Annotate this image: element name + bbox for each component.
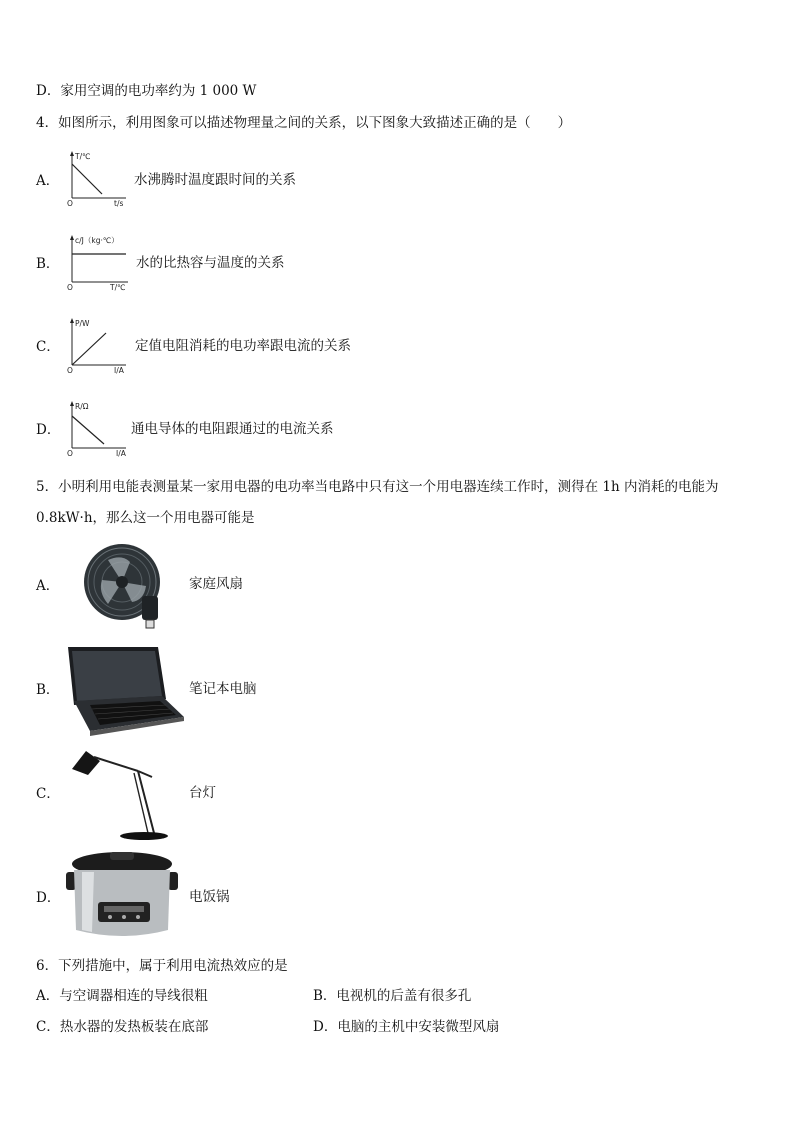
graph-d-origin: O [67, 449, 73, 458]
graph-a-xlabel: t/s [114, 199, 124, 208]
q4-option-d-caption: 通电导体的电阻跟通过的电流关系 [131, 421, 334, 437]
q5-stem-line1: 5．小明利用电能表测量某一家用电器的电功率当电路中只有这一个用电器连续工作时，测得在 1h 内消耗的电能为 [36, 479, 719, 495]
graph-d-ylabel: R/Ω [75, 402, 89, 411]
rice-cooker-icon [64, 850, 184, 942]
q6-stem: 6．下列措施中，属于利用电流热效应的是 [36, 958, 288, 974]
q5-option-b-letter: B． [36, 682, 60, 698]
q5-option-c-label: 台灯 [189, 785, 216, 801]
graph-b-xlabel: T/℃ [110, 283, 126, 292]
q4-option-a-letter: A． [36, 173, 60, 189]
q5-stem-line2: 0.8kW·h，那么这一个用电器可能是 [36, 510, 255, 526]
q6-option-c: C．热水器的发热板装在底部 [36, 1019, 209, 1035]
q5-option-d-letter: D． [36, 890, 61, 906]
graph-a-line [72, 164, 102, 194]
q5-option-b-label: 笔记本电脑 [189, 681, 257, 697]
q5-option-d-label: 电饭锅 [189, 889, 230, 905]
q5-option-a-letter: A． [36, 578, 60, 594]
q4-stem: 4．如图所示，利用图象可以描述物理量之间的关系，以下图象大致描述正确的是（ ） [36, 115, 572, 131]
q6-option-d: D．电脑的主机中安装微型风扇 [313, 1019, 500, 1035]
q4-option-a-graph [64, 150, 134, 208]
graph-d-line [72, 416, 104, 444]
q4-option-d-graph [64, 400, 134, 458]
q6-option-b: B．电视机的后盖有很多孔 [313, 988, 472, 1004]
q4-option-b-letter: B． [36, 256, 60, 272]
graph-c-line [72, 333, 106, 365]
wall-fan-icon [78, 540, 178, 635]
laptop-icon [62, 643, 186, 739]
graph-a-origin: O [67, 199, 73, 208]
q5-option-a-label: 家庭风扇 [189, 576, 243, 592]
q4-option-c-graph [64, 317, 134, 375]
q4-option-b-caption: 水的比热容与温度的关系 [136, 255, 285, 271]
desk-lamp-icon [68, 743, 168, 841]
q4-option-a-caption: 水沸腾时温度跟时间的关系 [134, 172, 296, 188]
q6-option-a: A．与空调器相连的导线很粗 [36, 988, 208, 1004]
graph-c-xlabel: I/A [114, 366, 124, 375]
q4-option-b-graph [64, 234, 136, 292]
graph-d-xlabel: I/A [116, 449, 126, 458]
q4-option-d-letter: D． [36, 422, 61, 438]
q3-option-d: D．家用空调的电功率约为 1 000 W [36, 83, 257, 99]
q5-option-c-letter: C． [36, 786, 60, 802]
graph-b-origin: O [67, 283, 73, 292]
graph-c-ylabel: P/W [75, 319, 90, 328]
graph-b-ylabel: c/J（kg·℃） [75, 236, 119, 245]
graph-c-origin: O [67, 366, 73, 375]
q4-option-c-letter: C． [36, 339, 60, 355]
q4-option-c-caption: 定值电阻消耗的电功率跟电流的关系 [135, 338, 351, 354]
graph-a-ylabel: T/℃ [75, 152, 91, 161]
